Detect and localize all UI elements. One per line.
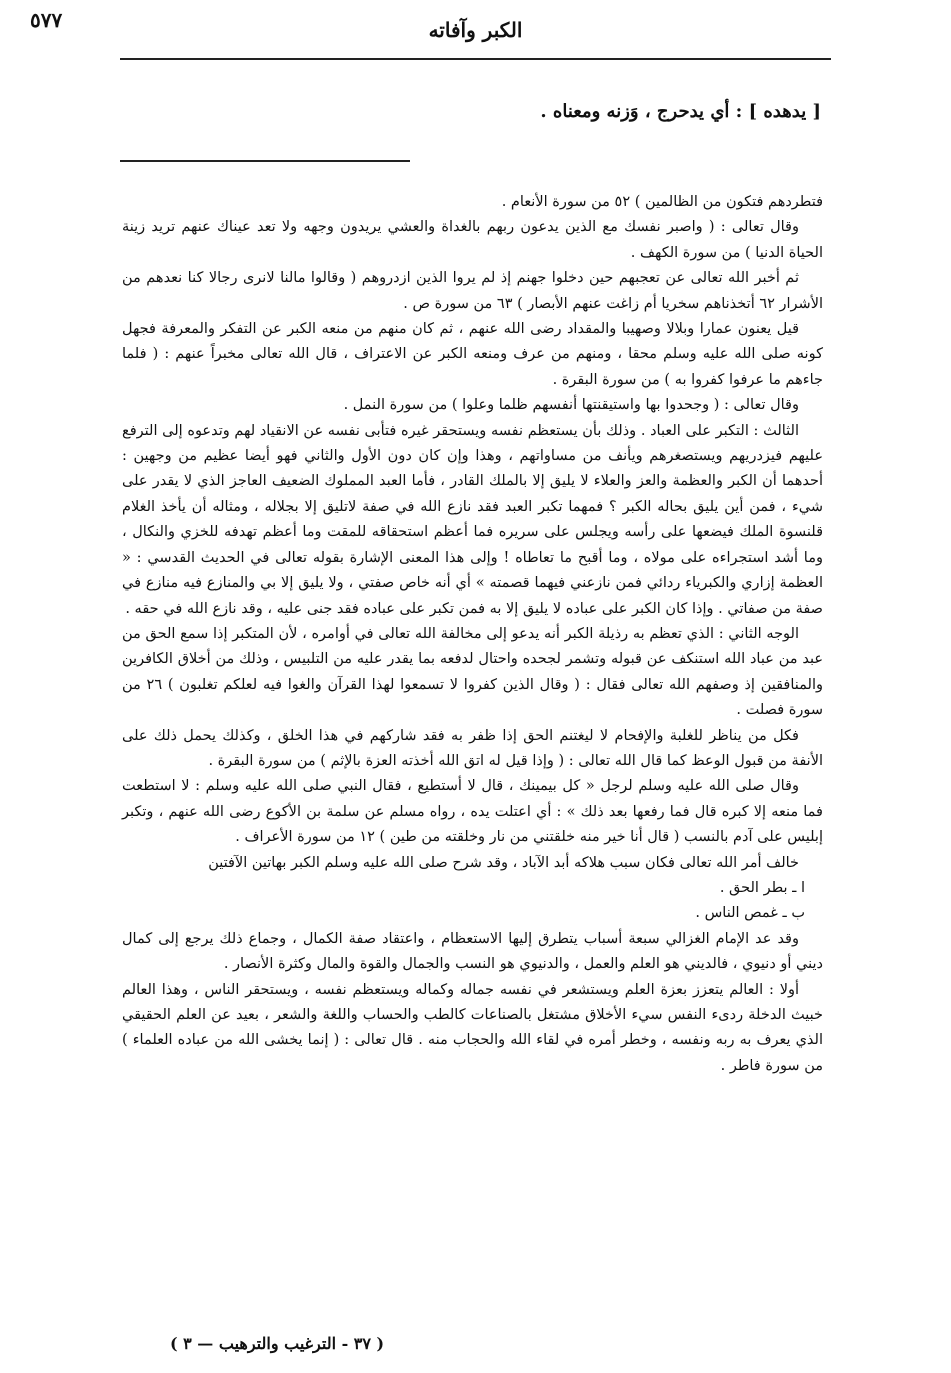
paragraph: وقال صلى الله عليه وسلم لرجل « كل بيمينك ، قال لا أستطيع ، فقال النبي صلى الله عليه وسلم : لا استطعت فما منعه إلا كبره قال فما رفعها بعد ذلك » : أي اعتلت يده ، رواه مسلم عن سلمة بن الأكوع رضى الله عنهم ، وتكبر إبليس على آدم بالنسب ( قال أنا خير منه خلقتني من نار وخلقته من طين ) ١٢ من سورة الأعراف . [122,778,823,846]
paragraph: الثالث : التكبر على العباد . وذلك بأن يستعظم نفسه ويستحقر غيره فتأبى نفسه عن الانقياد لهم وتدعوه إلى الترفع عليهم فيزدريهم ويستصغرهم ويأنف من مساواتهم ، وهذا وإن كان دون الأول والثاني فهو أيضا عظيم من وجهين : أحدهما أن الكبر والعظمة والعز والعلاء لا يليق إلا بالملك القادر ، فأما العبد المملوك الضعيف العاجز الذي لا يقدر على شيء ، فمن أين يليق بحاله الكبر ؟ فمهما تكبر العبد فقد نازع الله في صفة لاتليق إلا بجلاله ، ومثاله أن يأخذ الغلام قلنسوة الملك فيضعها على رأسه ويجلس على سريره فما أعظم استحقاقه للمقت وما أعظم تهدفه للخزي والنكال ، وما أشد استجراءه على مولاه ، وما أقبح ما تعاطاه ! وإلى هذا المعنى الإشارة بقوله تعالى في الحديث القدسي : « العظمة إزاري والكبرياء ردائي فمن نازعني فيهما قصمته » أي أنه خاص صفتي ، ولا يليق إلا بي والمنازع فيه منازع في صفة من صفاتي . وإذا كان الكبر على عباده لا يليق إلا به فمن تكبر على عباده فقد جنى عليه ، وقد نازع الله في حقه . [122,422,823,617]
paragraph: فتطردهم فتكون من الظالمين ) ٥٢ من سورة الأنعام . [501,194,823,210]
paragraph: وقال تعالى : ( واصبر نفسك مع الذين يدعون ربهم بالغداة والعشي يريدون وجهه ولا تعد عيناك عنهم تريد زينة الحياة الدنيا ) من سورة الكهف . [122,219,823,261]
body-text [122,190,823,1079]
paragraph: وقد عد الإمام الغزالي سبعة أسباب يتطرق إليها الاستعظام ، واعتقاد صفة الكمال ، وجماع ذلك يرجع إلى كمال ديني أو دنيوي ، فالديني هو العلم والعمل ، والدنيوي هو النسب والجمال والقوة والمال وكثرة الأنصار . [122,930,823,973]
footnote: [ يدهده ] : أي يدحرج ، وَزنه ومعناه . [540,101,821,122]
paragraph: وقال تعالى : ( وجحدوا بها واستيقنتها أنفسهم ظلما وعلوا ) من سورة النمل . [343,397,799,414]
header-rule [120,58,831,60]
running-title: الكبر وآفاته [428,18,523,42]
list-item: ب ـ غمص الناس . [695,905,805,922]
paragraph: فكل من يناظر للغلبة والإفحام لا ليغتنم الحق إذا ظفر به فقد شاركهم في هذا الخلق ، وكذلك يحمل ذلك على الأنفة من قبول الوعظ كما قال الله تعالى : ( وإذا قيل له اتق الله أخذته العزة بالإثم ) من سورة البقرة . [122,727,823,769]
list-item: ا ـ بطر الحق . [719,879,805,896]
paragraph: ثم أخبر الله تعالى عن تعجبهم حين دخلوا جهنم إذ لم يروا الذين ازدروهم ( وقالوا مالنا لانرى رجالا كنا نعدهم من الأشرار ٦٢ أتخذناهم سخريا أم زاغت عنهم الأبصار ) ٦٣ من سورة ص . [122,270,823,312]
paragraph: قيل يعنون عمارا وبلالا وصهيبا والمقداد رضى الله عنهم ، ثم كان منهم من منعه الكبر عن التفكر والمعرفة فجهل كونه صلى الله عليه وسلم محقا ، ومنهم من عرف ومنعه الكبر عن الاعتراف ، قال الله تعالى مخبراً عنهم : ( فلما جاءهم ما عرفوا كفروا به ) من سورة البقرة . [122,321,823,388]
page-header [120,10,831,50]
page-number: ٥٧٧ [30,8,63,32]
paragraph: أولا : العالم يتعزز بعزة العلم ويستشعر في نفسه جماله وكماله ويستعظم نفسه ، ويستحقر الناس ، وهذا العالم خبيث الدخلة ردىء النفس سيء الأخلاق مشتغل بالصناعات كالطب والحساب واللغة والشعر ، بعيد عن العلم الحقيقي الذي يعرف به ربه ونفسه ، وخطر أمره في لقاء الله والحجاب منه . قال تعالى : ( إنما يخشى الله من عباده العلماء ) من سورة فاطر . [122,981,823,1074]
page-footer: ( ٣٧ - الترغيب والترهيب — ٣ ) [170,1334,385,1353]
paragraph: خالف أمر الله تعالى فكان سبب هلاكه أبد الآباد ، وقد شرح صلى الله عليه وسلم الكبر بهاتين الآفتين [208,854,799,871]
separator-rule [120,160,410,162]
paragraph: الوجه الثاني : الذي تعظم به رذيلة الكبر أنه يدعو إلى مخالفة الله تعالى في أوامره ، لأن المتكبر إذا سمع الحق من عبد من عباد الله استنكف عن قبوله وتشمر لجحده واحتال لدفعه بما يقدر عليه من التلبيس ، وذلك من أخلاق الكافرين والمنافقين إذ وصفهم الله تعالى فقال : ( وقال الذين كفروا لا تسمعوا لهذا القرآن والغوا فيه لعلكم تغلبون ) ٢٦ من سورة فصلت . [122,625,823,719]
